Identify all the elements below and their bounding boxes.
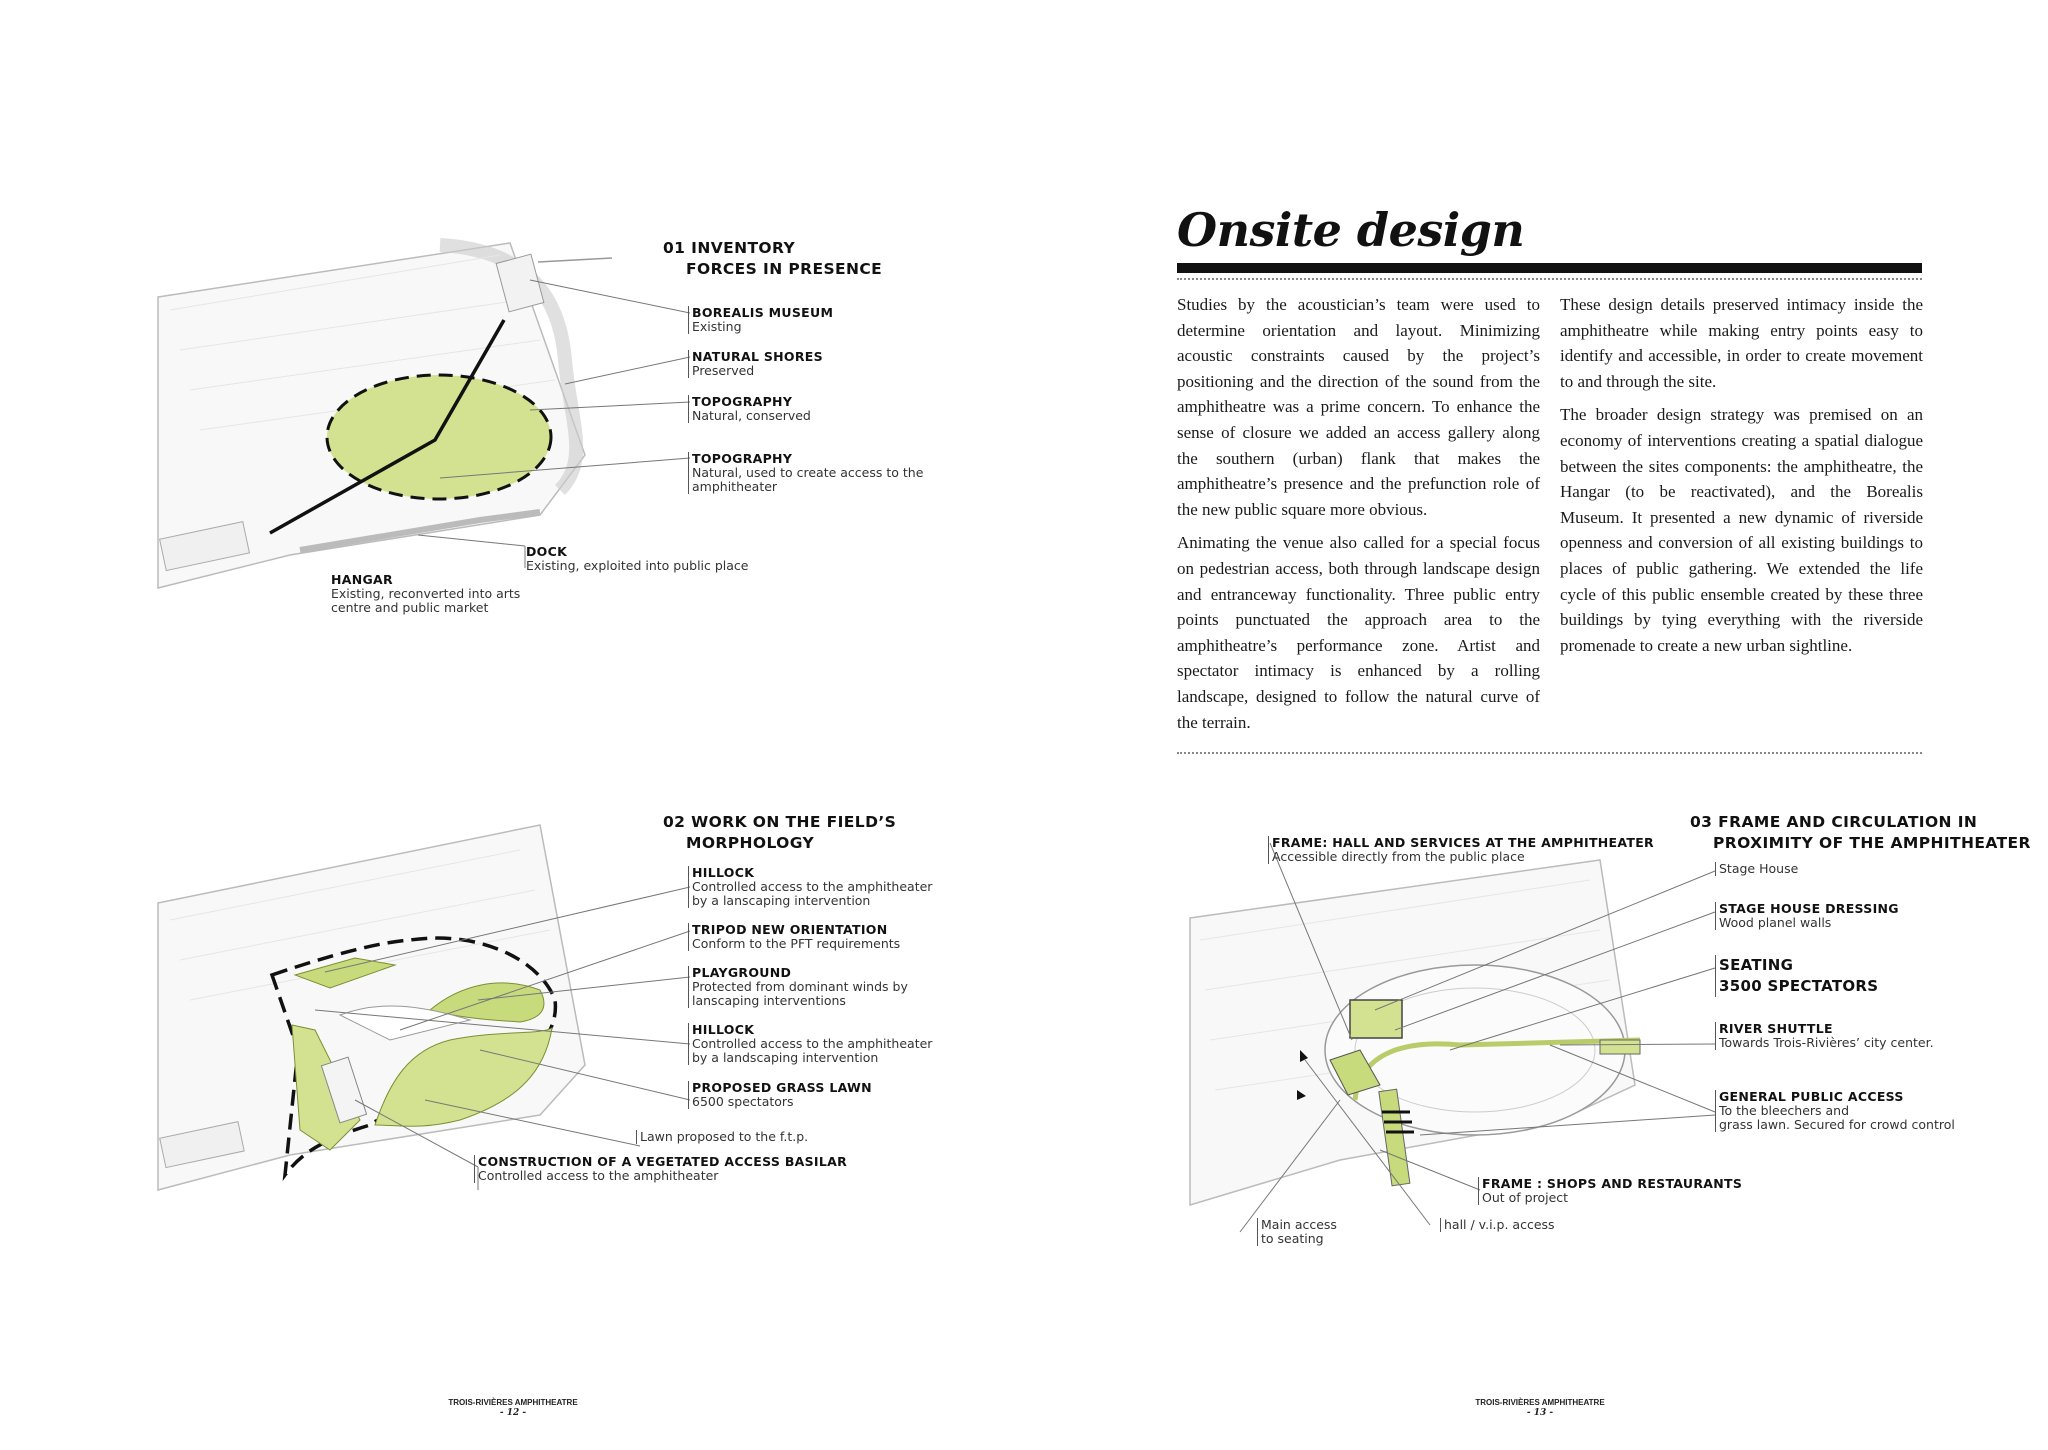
morphology-site-diagram xyxy=(158,825,690,1190)
footer-right xyxy=(1460,1398,1620,1418)
playground-desc-1: Protected from dominant winds by xyxy=(692,979,908,994)
playground-desc-2: lanscaping interventions xyxy=(692,993,846,1008)
dock-desc: Existing, exploited into public place xyxy=(526,558,749,573)
inventory-title-line1: 01 INVENTORY xyxy=(663,239,796,257)
label-vip-access xyxy=(1440,1218,1555,1232)
label-stage-house xyxy=(1715,862,1798,876)
stage-house xyxy=(1350,1000,1402,1038)
label-shops-restaurants xyxy=(1478,1177,1742,1205)
label-natural-shores xyxy=(688,350,823,378)
footer-left-title: TROIS-RIVIÈRES AMPHITHEATRE xyxy=(448,1398,578,1407)
label-river-shuttle xyxy=(1715,1022,1934,1050)
footer-left xyxy=(433,1398,593,1418)
label-seating xyxy=(1715,955,1878,997)
playground-title: PLAYGROUND xyxy=(692,965,792,980)
hillock2-title: HILLOCK xyxy=(692,1022,755,1037)
paragraph: These design details preserved intimacy inside the amphitheatre while making entry points easy to identify and accessible, in order to create movement to and through the site. xyxy=(1560,295,1923,391)
topography2-desc-2: amphitheater xyxy=(692,479,778,494)
shores-desc: Preserved xyxy=(692,363,755,378)
main-access-desc-2: to seating xyxy=(1261,1231,1324,1246)
hillock1-title: HILLOCK xyxy=(692,865,755,880)
morphology-title-line1: 02 WORK ON THE FIELD’S xyxy=(663,813,897,831)
hangar-title: HANGAR xyxy=(331,572,393,587)
frame-circulation-site-diagram xyxy=(1190,843,1715,1232)
borealis-desc: Existing xyxy=(692,319,742,334)
hangar-desc-1: Existing, reconverted into arts xyxy=(331,586,521,601)
footer-right-title: TROIS-RIVIÈRES AMPHITHEATRE xyxy=(1475,1398,1605,1407)
seating-title-2: 3500 SPECTATORS xyxy=(1719,977,1879,995)
gpa-desc-1: To the bleechers and xyxy=(1719,1103,1850,1118)
label-lawn-proposed xyxy=(636,1130,808,1144)
dock-title: DOCK xyxy=(526,544,568,559)
label-topography-2 xyxy=(688,452,923,494)
topography1-desc: Natural, conserved xyxy=(692,408,811,423)
label-borealis-museum xyxy=(688,306,833,334)
frame-circulation-title-line1: 03 FRAME AND CIRCULATION IN xyxy=(1690,813,1978,831)
shuttle-title: RIVER SHUTTLE xyxy=(1719,1021,1833,1036)
dressing-title: STAGE HOUSE DRESSING xyxy=(1719,901,1899,916)
shops-title: FRAME : SHOPS AND RESTAURANTS xyxy=(1482,1176,1743,1191)
label-basilar xyxy=(474,1155,847,1183)
hall-title: FRAME: HALL AND SERVICES AT THE AMPHITHEATER xyxy=(1272,835,1654,850)
hillock2-desc-2: by a landscaping intervention xyxy=(692,1050,879,1065)
topography1-title: TOPOGRAPHY xyxy=(692,394,793,409)
footer-left-page: - 12 - xyxy=(499,1408,527,1418)
morphology-title-line2: MORPHOLOGY xyxy=(686,834,815,852)
title-dotted-rule xyxy=(1177,278,1922,280)
main-access-desc-1: Main access xyxy=(1261,1217,1337,1232)
grass-lawn-title: PROPOSED GRASS LAWN xyxy=(692,1080,872,1095)
lawn-proposed-desc: Lawn proposed to the f.t.p. xyxy=(640,1129,809,1144)
footer-right-page: - 13 - xyxy=(1526,1408,1554,1418)
label-tripod xyxy=(688,923,900,951)
frame-circulation-title-line2: PROXIMITY OF THE AMPHITHEATER xyxy=(1713,834,2031,852)
inventory-title-line2: FORCES IN PRESENCE xyxy=(686,260,883,278)
label-hillock-1 xyxy=(688,866,932,908)
label-topography-1 xyxy=(688,395,811,423)
page-title: Onsite design xyxy=(1177,203,1525,257)
hangar-desc-2: centre and public market xyxy=(331,600,489,615)
hillock1-desc-1: Controlled access to the amphitheater xyxy=(692,879,933,894)
basilar-desc: Controlled access to the amphitheater xyxy=(478,1168,719,1183)
grass-lawn-desc: 6500 spectators xyxy=(692,1094,794,1109)
label-grass-lawn xyxy=(688,1081,872,1109)
hillock2-desc-1: Controlled access to the amphitheater xyxy=(692,1036,933,1051)
seating-title-1: SEATING xyxy=(1719,956,1794,974)
shuttle-desc: Towards Trois-Rivières’ city center. xyxy=(1719,1035,1934,1050)
label-hillock-2 xyxy=(688,1023,932,1065)
river-shuttle xyxy=(1600,1040,1640,1054)
vip-access-desc: hall / v.i.p. access xyxy=(1444,1217,1555,1232)
frame-circulation-title xyxy=(1690,812,2031,854)
gpa-title: GENERAL PUBLIC ACCESS xyxy=(1719,1089,1904,1104)
paragraph: The broader design strategy was premised on an economy of interventions creating a spatial dialogue between the sites components: the amphitheatre, the Hangar (to be reactivated), and the Borealis Museum. It presented a new dynamic of riverside openness and conversion of all existing buildings to places of public gathering. We extended the life cycle of this public ensemble created by these three buildings by tying everything with the riverside promenade to create a new urban sightline. xyxy=(1560,405,1923,655)
label-hangar xyxy=(331,573,520,615)
label-playground xyxy=(688,966,908,1008)
tripod-title: TRIPOD NEW ORIENTATION xyxy=(692,922,888,937)
inventory-title xyxy=(663,238,882,280)
borealis-title: BOREALIS MUSEUM xyxy=(692,305,834,320)
hillock1-desc-2: by a lanscaping intervention xyxy=(692,893,871,908)
label-dock xyxy=(526,545,749,573)
gpa-desc-2: grass lawn. Secured for crowd control xyxy=(1719,1117,1955,1132)
shops-desc: Out of project xyxy=(1482,1190,1569,1205)
text-column-right xyxy=(1560,292,1923,666)
paragraph: Studies by the acoustician’s team were used to determine orientation and layout. Minimizing acoustic constraints caused by the project’s positioning and the direction of the sound from the amphitheatre was a prime concern. To enhance the sense of closure we added an access gallery along the southern (urban) flank that makes the amphitheatre’s presence and the prefunction role of the new public square more obvious. xyxy=(1177,295,1540,519)
title-rule xyxy=(1177,263,1922,273)
hall-desc: Accessible directly from the public place xyxy=(1272,849,1525,864)
topography2-title: TOPOGRAPHY xyxy=(692,451,793,466)
label-hall-services xyxy=(1268,836,1654,864)
text-column-left xyxy=(1177,292,1540,743)
basilar-title: CONSTRUCTION OF A VEGETATED ACCESS BASILAR xyxy=(478,1154,848,1169)
label-stage-dressing xyxy=(1715,902,1899,930)
dressing-desc: Wood planel walls xyxy=(1719,915,1832,930)
amphitheater-bowl xyxy=(1325,965,1625,1135)
tripod-desc: Conform to the PFT requirements xyxy=(692,936,901,951)
paragraph: Animating the venue also called for a special focus on pedestrian access, both through landscape design and entranceway functionality. Three public entry points punctuated the approach area to the amphitheatre’s performance zone. Artist and spectator intimacy is enhanced by a rolling landscape, designed to follow the natural curve of the terrain. xyxy=(1177,533,1540,732)
label-main-access xyxy=(1257,1218,1337,1246)
label-general-public-access xyxy=(1715,1090,1955,1132)
bottom-dotted-rule xyxy=(1177,752,1922,754)
shores-title: NATURAL SHORES xyxy=(692,349,823,364)
morphology-title xyxy=(663,812,896,854)
stage-house-desc: Stage House xyxy=(1719,861,1799,876)
inventory-site-diagram xyxy=(158,243,690,588)
topography2-desc-1: Natural, used to create access to the xyxy=(692,465,924,480)
